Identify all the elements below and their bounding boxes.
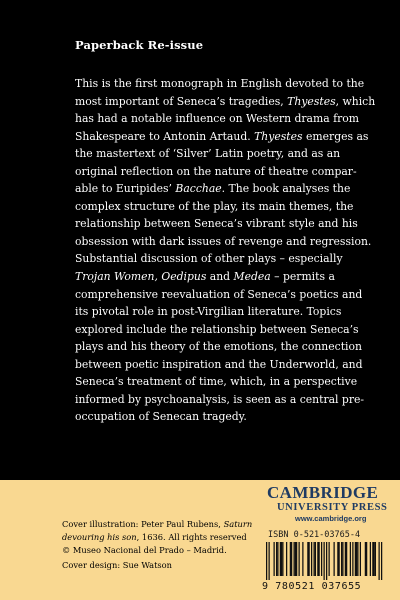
- italic-title: Thyestes: [287, 94, 336, 108]
- italic-title: Thyestes: [254, 129, 303, 143]
- cover-design-credit: [62, 559, 172, 572]
- barcode-bar: [282, 542, 283, 576]
- text-run: original reflection on the nature of theatre compar-: [75, 164, 357, 178]
- text-run: explored include the relationship between Seneca’s: [75, 322, 359, 336]
- italic-title: Trojan Women, Oedipus: [75, 270, 207, 284]
- barcode-bar: [337, 542, 338, 576]
- barcode-bar: [341, 542, 342, 576]
- barcode-bar: [281, 542, 282, 576]
- blurb-line: [75, 250, 343, 268]
- barcode-bar: [381, 542, 382, 580]
- barcode-bar: [324, 542, 325, 580]
- text-run: able to Euripides’: [75, 182, 176, 196]
- isbn-label: ISBN 0-521-03765-4: [268, 530, 361, 540]
- barcode-bar: [346, 542, 347, 576]
- publisher-name: CAMBRIDGE: [267, 483, 379, 502]
- barcode-bar: [352, 542, 353, 576]
- credit-line: [62, 518, 252, 531]
- barcode-bar: [370, 542, 371, 576]
- publisher-website: www.cambridge.org: [295, 514, 367, 523]
- barcode-bar: [379, 542, 380, 580]
- blurb-line: [75, 110, 359, 128]
- text-run: plays and his theory of the emotions, the connection: [75, 340, 362, 354]
- text-run: , 1636. All rights reserved: [136, 532, 247, 542]
- text-run: has had a notable influence on Western drama from: [75, 112, 359, 126]
- blurb-line: [75, 180, 351, 198]
- barcode-bar: [329, 542, 330, 576]
- text-run: between poetic inspiration and the Underworld, and: [75, 357, 363, 371]
- barcode-bar: [350, 542, 351, 576]
- blurb-line: [75, 93, 376, 111]
- barcode-bar: [357, 542, 358, 576]
- blurb-line: [75, 321, 359, 339]
- blurb-line: [75, 356, 363, 374]
- blurb-line: [75, 128, 369, 146]
- barcode-bar: [374, 542, 375, 576]
- text-run: Seneca’s treatment of time, which, in a perspective: [75, 375, 358, 389]
- barcode-bar: [339, 542, 340, 576]
- publisher-press: UNIVERSITY PRESS: [277, 502, 388, 513]
- barcode-icon: [262, 542, 388, 580]
- blurb-line: [75, 391, 365, 409]
- cover-illustration-credit: [62, 518, 252, 557]
- barcode-bar: [307, 542, 308, 576]
- barcode-bar: [277, 542, 278, 576]
- barcode-bar: [299, 542, 300, 576]
- blurb-line: [75, 233, 372, 251]
- publisher-logo: [267, 484, 387, 524]
- barcode-bar: [356, 542, 357, 576]
- barcode-bar: [274, 542, 275, 576]
- blurb-line: [75, 286, 363, 304]
- isbn-barcode-block: [262, 529, 396, 597]
- blurb-line: [75, 75, 365, 93]
- italic-title: Saturn: [223, 519, 253, 529]
- barcode-bar: [360, 542, 361, 576]
- barcode-digits: 9 780521 037655: [262, 581, 362, 592]
- text-run: and: [206, 270, 234, 284]
- barcode-bar: [355, 542, 356, 576]
- barcode-bar: [321, 542, 322, 576]
- text-run: the mastertext of ‘Silver’ Latin poetry, and as an: [75, 147, 341, 161]
- blurb-text: [75, 75, 376, 426]
- text-run: occupation of Senecan tragedy.: [75, 410, 247, 424]
- barcode-bar: [286, 542, 287, 576]
- text-run: emerges as: [302, 129, 369, 143]
- blurb-line: [75, 268, 343, 286]
- barcode-bar: [296, 542, 297, 576]
- text-run: © Museo Nacional del Prado – Madrid.: [62, 545, 227, 555]
- blurb-line: [75, 145, 343, 163]
- blurb-line: [75, 198, 354, 216]
- blurb-line: [75, 303, 343, 321]
- credit-line: [62, 544, 252, 557]
- text-run: obsession with dark issues of revenge and regression.: [75, 234, 372, 248]
- text-run: Cover illustration: Peter Paul Rubens,: [62, 519, 224, 529]
- barcode-bar: [291, 542, 292, 576]
- barcode-bar: [334, 542, 335, 576]
- barcode-bar: [269, 542, 270, 580]
- reissue-heading: Paperback Re-issue: [75, 38, 204, 52]
- barcode-bar: [302, 542, 303, 576]
- barcode-bar: [317, 542, 318, 576]
- text-run: informed by psychoanalysis, is seen as a central pre-: [75, 392, 365, 406]
- barcode-bar: [365, 542, 366, 576]
- text-run: – permits a: [270, 270, 335, 284]
- italic-title: Bacchae: [175, 182, 222, 196]
- barcode-bar: [309, 542, 310, 576]
- barcode-bar: [372, 542, 373, 576]
- barcode-bar: [326, 542, 327, 580]
- text-run: comprehensive reevaluation of Seneca’s poetics and: [75, 287, 363, 301]
- text-run: relationship between Seneca’s vibrant style and his: [75, 217, 358, 231]
- barcode-bar: [315, 542, 316, 576]
- text-run: Substantial discussion of other plays – especially: [75, 252, 343, 266]
- barcode-bar: [280, 542, 281, 576]
- barcode-bar: [319, 542, 320, 576]
- blurb-line: [75, 373, 358, 391]
- barcode-bar: [342, 542, 343, 576]
- barcode-bar: [294, 542, 295, 576]
- text-run: This is the first monograph in English devoted to the: [75, 77, 365, 90]
- barcode-bar: [366, 542, 367, 576]
- blurb-line: [75, 163, 357, 181]
- text-run: its pivotal role in post-Virgilian literature. Topics: [75, 305, 342, 319]
- barcode-bar: [276, 542, 277, 576]
- text-run: most important of Seneca’s tragedies,: [75, 94, 288, 108]
- italic-title: devouring his son: [62, 532, 137, 542]
- barcode-bar: [345, 542, 346, 576]
- text-run: , which: [335, 94, 376, 108]
- blurb-line: [75, 215, 358, 233]
- italic-title: Medea: [233, 270, 271, 284]
- barcode-bar: [311, 542, 312, 576]
- blurb-line: [75, 408, 343, 426]
- text-run: Shakespeare to Antonin Artaud.: [75, 129, 255, 143]
- text-run: . The book analyses the: [221, 182, 351, 196]
- barcode-bar: [290, 542, 291, 576]
- barcode-bar: [295, 542, 296, 576]
- text-run: complex structure of the play, its main themes, the: [75, 199, 354, 213]
- cover-design-text: Cover design: Sue Watson: [62, 560, 173, 570]
- barcode-bar: [266, 542, 267, 580]
- barcode-bar: [314, 542, 315, 576]
- credit-line: [62, 531, 252, 544]
- barcode-bar: [375, 542, 376, 576]
- blurb-line: [75, 338, 362, 356]
